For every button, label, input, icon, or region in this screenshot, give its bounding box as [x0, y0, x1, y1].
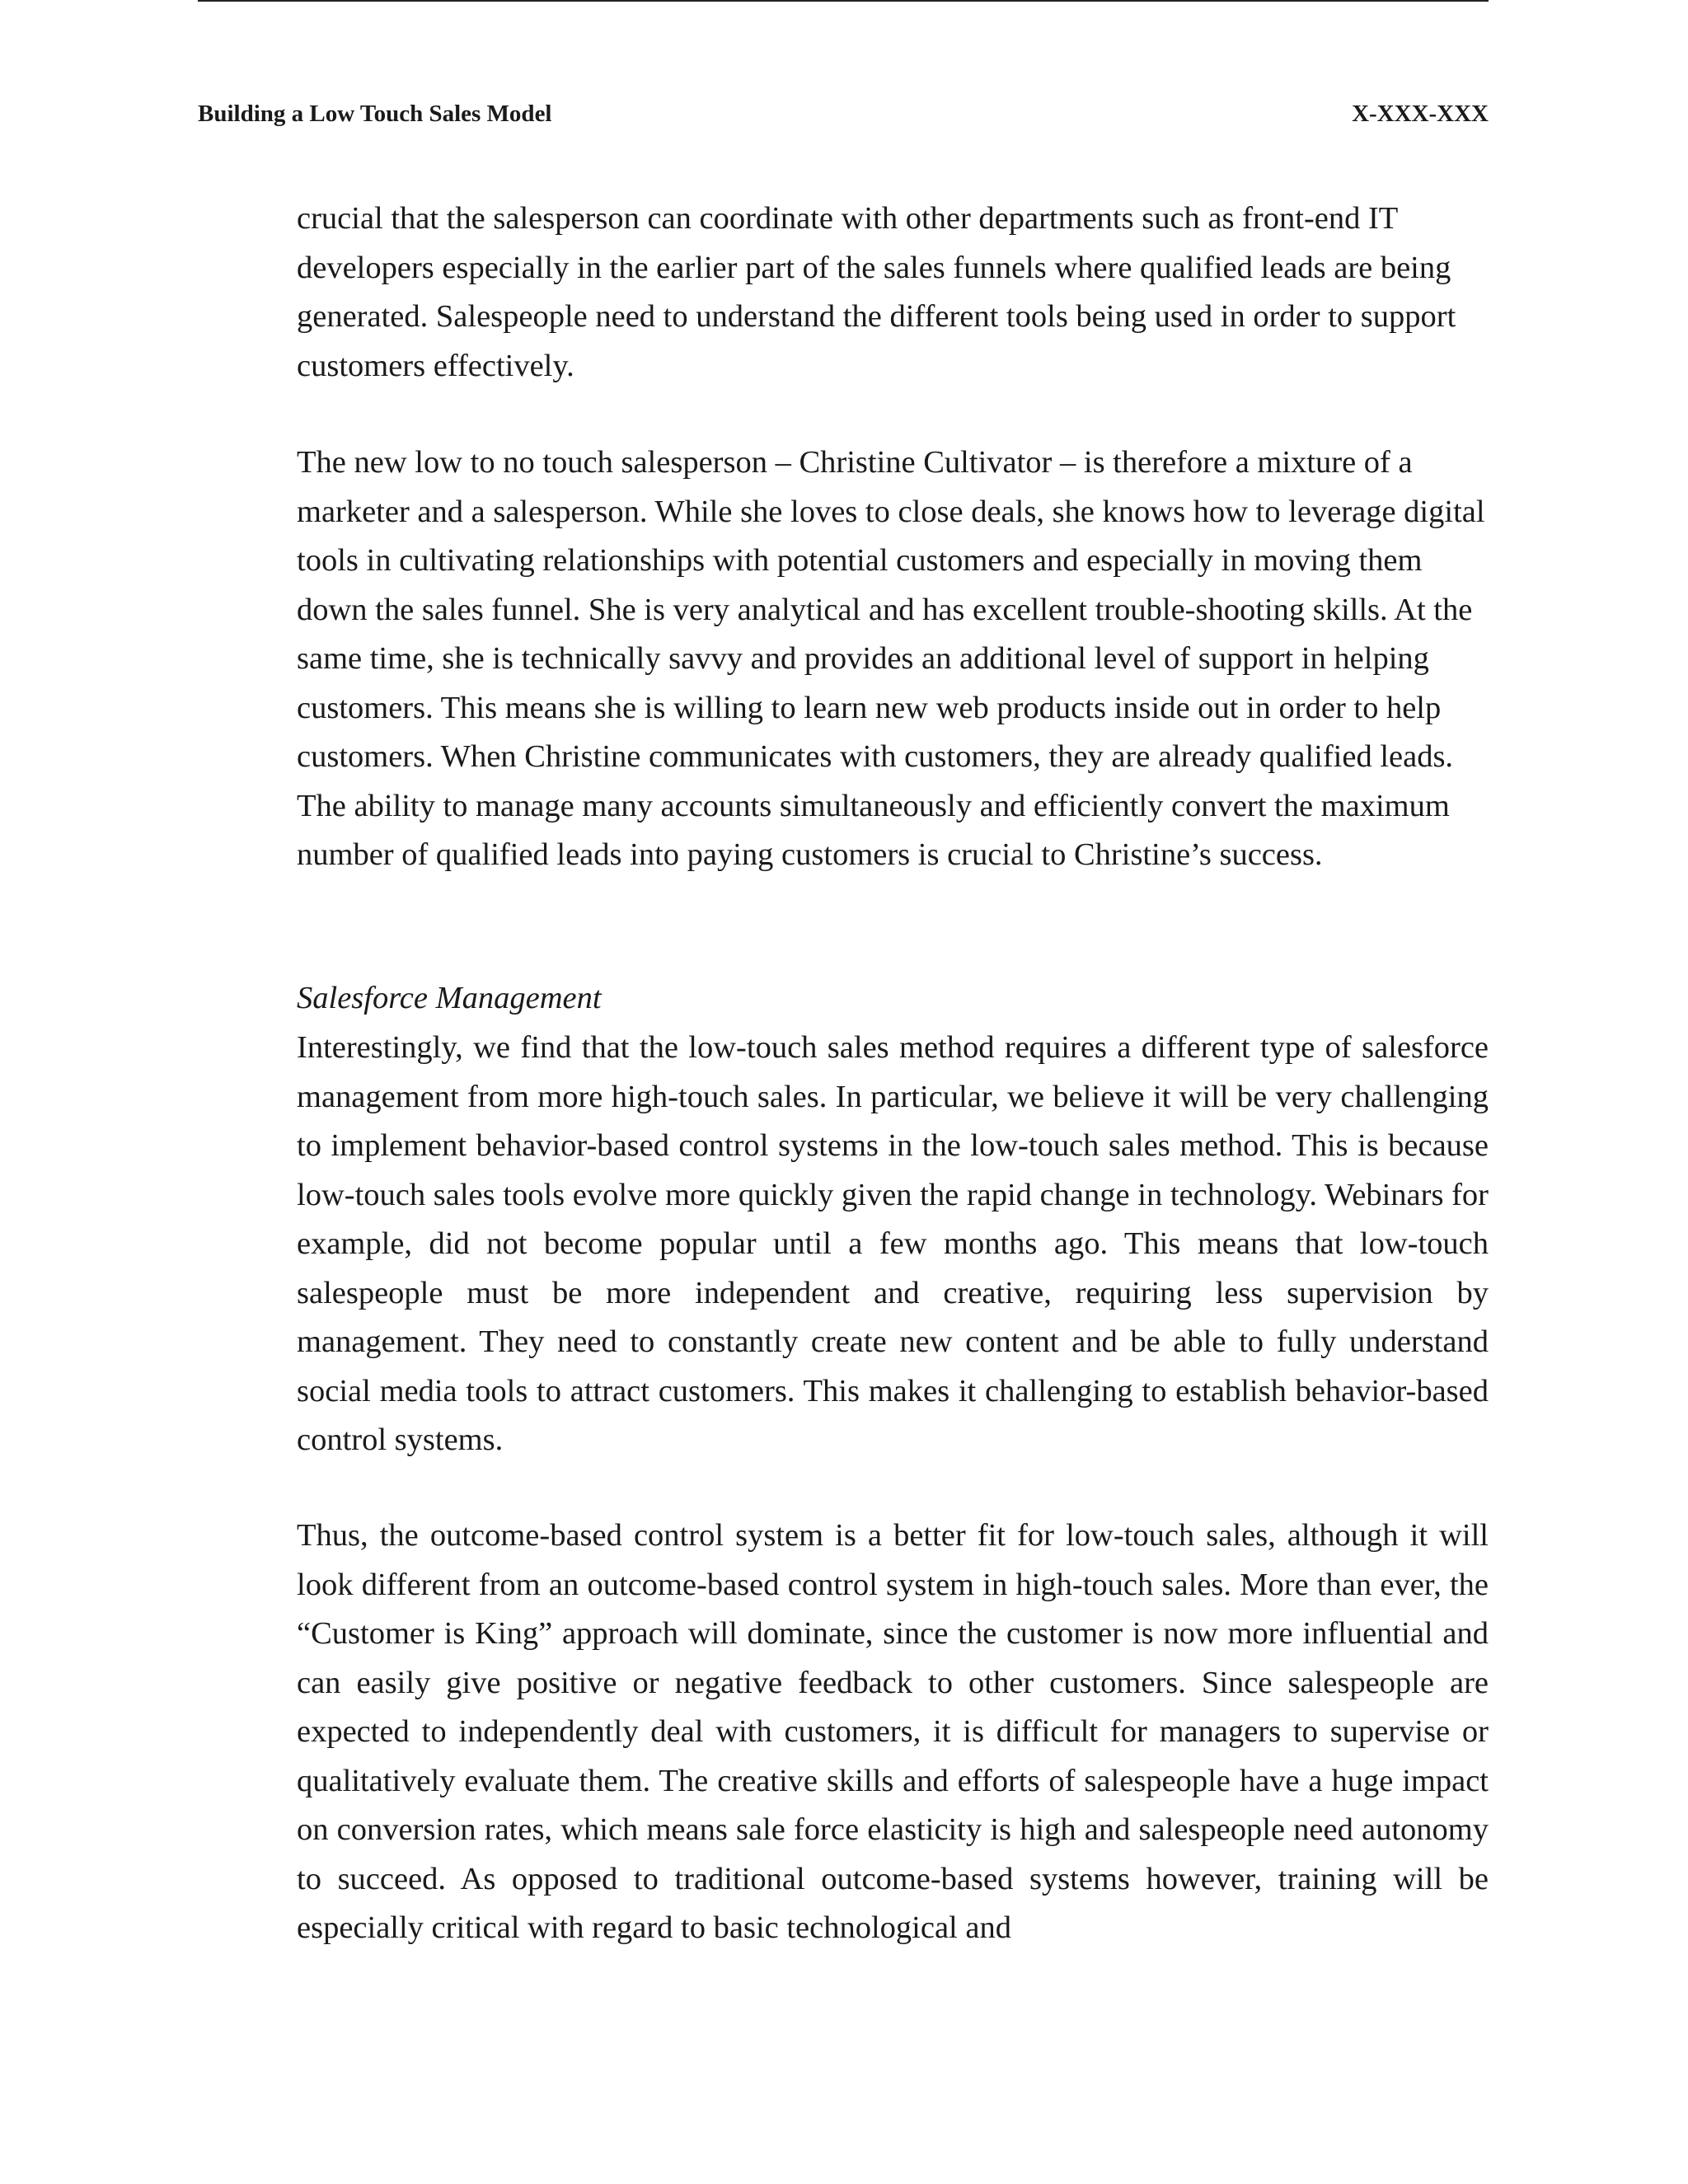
case-number: X-XXX-XXX: [1352, 101, 1489, 127]
document-title: Building a Low Touch Sales Model: [198, 101, 552, 127]
paragraph-3: Interestingly, we find that the low-touch sales method requires a different type of salesforce management from more high-touch sales. In particular, we believe it will be very challenging to implement behavior-based control systems in the low-touch sales method. This is because low-touch sales tools evolve more quickly given the rapid change in technology. Webinars for example, did not become popular until a few months ago. This means that low-touch salespeople must be more independent and creative, requiring less supervision by management. They need to constantly create new content and be able to fully understand social media tools to attract customers. This makes it challenging to establish behavior-based control systems.: [297, 1030, 1489, 1457]
paragraph-2: The new low to no touch salesperson – Christine Cultivator – is therefore a mixture of a marketer and a salesperson. While she loves to close deals, she knows how to leverage digital tools in cultivating relationships with potential customers and especially in moving them down the sales funnel. She is very analytical and has excellent trouble-shooting skills. At the same time, she is technically savvy and provides an additional level of support in helping customers. This means she is willing to learn new web products inside out in order to help customers. When Christine communicates with customers, they are already qualified leads. The ability to manage many accounts simultaneously and efficiently convert the maximum number of qualified leads into paying customers is crucial to Christine’s success.: [297, 445, 1485, 872]
running-header: [198, 97, 1489, 130]
paragraph-1: crucial that the salesperson can coordinate with other departments such as front-end IT developers especially in the earlier part of the sales funnels where qualified leads are being generated. Salespeople need to understand the different tools being used in order to support customers effectively.: [297, 201, 1456, 383]
paragraph-4: Thus, the outcome-based control system is a better fit for low-touch sales, although it will look different from an outcome-based control system in high-touch sales. More than ever, the “Customer is King” approach will dominate, since the customer is now more influential and can easily give positive or negative feedback to other customers. Since salespeople are expected to independently deal with customers, it is difficult for managers to supervise or qualitatively evaluate them. The creative skills and efforts of salespeople have a huge impact on conversion rates, which means sale force elasticity is high and salespeople need autonomy to succeed. As opposed to traditional outcome-based systems however, training will be especially critical with regard to basic technological and: [297, 1518, 1489, 1945]
section-subheading: Salesforce Management: [297, 981, 602, 1015]
top-rule: [198, 0, 1489, 2]
